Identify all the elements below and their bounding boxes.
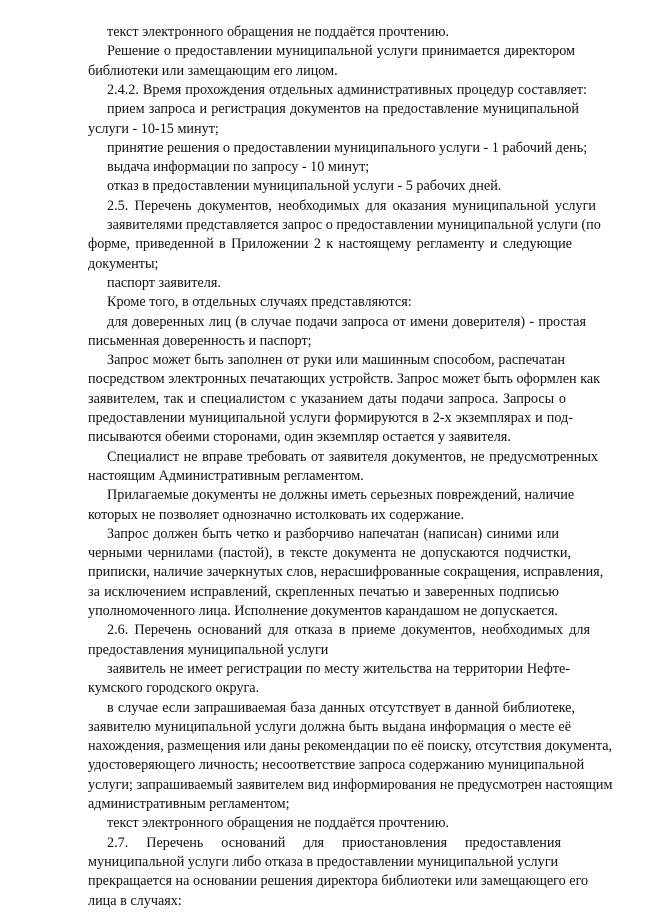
section-heading-2-7: 2.7. Перечень оснований для приостановления предоставления (107, 834, 561, 851)
text-line: Запрос может быть заполнен от руки или машинным способом, распечатан (107, 352, 565, 369)
text-line: писываются обеими сторонами, один экземпляр остается у заявителя. (88, 429, 511, 446)
text-line: прекращается на основании решения директора библиотеки или замещающего его (88, 873, 589, 890)
text-line: заявитель не имеет регистрации по месту жительства на территории Нефте- (107, 660, 570, 677)
text-line: предоставлении муниципальной услуги формируются в 2-х экземплярах и под- (88, 410, 573, 426)
text-line: которых не позволяет однозначно истолковать их содержание. (88, 506, 464, 523)
text-line: письменная доверенность и паспорт; (88, 332, 312, 349)
text-line: нахождения, размещения или даны рекомендации по её поиску, отсутствия документа, (88, 738, 613, 755)
text-line: заявителю муниципальной услуги должна быть выдана информация о месте её (88, 718, 571, 735)
text-line: Запрос должен быть четко и разборчиво напечатан (написан) синими или (107, 525, 559, 542)
text-line: форме, приведенной в Приложении 2 к настоящему регламенту и следующие (88, 236, 572, 253)
text-line: паспорт заявителя. (107, 274, 221, 291)
section-heading-2-5: 2.5. Перечень документов, необходимых для оказания муниципальной услуги (107, 197, 596, 214)
text-line: для доверенных лиц (в случае подачи запроса от имени доверителя) - простая (107, 313, 586, 330)
text-line: заявителем, так и специалистом с указанием даты подачи запроса. Запросы о (88, 390, 566, 407)
text-line: текст электронного обращения не поддаётся прочтению. (107, 24, 449, 40)
text-line: принятие решения о предоставлении муниципального услуги - 1 рабочий день; (107, 139, 588, 156)
text-line: текст электронного обращения не поддаётся прочтению. (107, 815, 449, 832)
text-line: черными чернилами (пастой), в тексте документа не допускаются подчистки, (88, 545, 571, 562)
text-line: документы; (88, 255, 159, 272)
text-line: Решение о предоставлении муниципальной услуги принимается директором (107, 43, 575, 60)
text-line: прием запроса и регистрация документов на предоставление муниципальной (107, 101, 579, 118)
text-line: заявителями представляется запрос о предоставлении муниципальной услуги (по (107, 217, 601, 233)
text-line: услуги - 10-15 минут; (88, 120, 219, 137)
text-line: приписки, наличие зачеркнутых слов, нерасшифрованные сокращения, исправления, (88, 564, 604, 581)
text-line: Кроме того, в отдельных случаях представляются: (107, 294, 412, 311)
text-line: удостоверяющего личность; несоответствие запроса содержанию муниципальной (88, 757, 585, 774)
text-line: 2.4.2. Время прохождения отдельных административных процедур составляет: (107, 81, 587, 98)
text-line: настоящим Административным регламентом. (88, 467, 364, 484)
text-line: Специалист не вправе требовать от заявителя документов, не предусмотренных (107, 448, 598, 465)
text-line: предоставления муниципальной услуги (88, 641, 329, 658)
section-heading-2-6: 2.6. Перечень оснований для отказа в приеме документов, необходимых для (107, 622, 590, 639)
text-line: кумского городского округа. (88, 680, 260, 697)
text-line: выдача информации по запросу - 10 минут; (107, 159, 370, 176)
text-line: посредством электронных печатающих устройств. Запрос может быть оформлен как (88, 371, 601, 388)
text-line: административным регламентом; (88, 796, 290, 812)
text-line: лица в случаях: (88, 892, 182, 909)
text-line: отказ в предоставлении муниципальной услуги - 5 рабочих дней. (107, 178, 502, 195)
text-line: услуги; запрашиваемый заявителем вид информирования не предусмотрен настоящим (88, 776, 613, 793)
text-line: уполномоченного лица. Исполнение документов карандашом не допускается. (88, 603, 558, 619)
text-line: Прилагаемые документы не должны иметь серьезных повреждений, наличие (107, 487, 575, 504)
text-line: за исключением исправлений, скрепленных печатью и заверенных подписью (88, 583, 559, 600)
text-line: муниципальной услуги либо отказа в предоставлении муниципальной услуги (88, 853, 559, 870)
text-line: библиотеки или замещающим его лицом. (88, 62, 338, 79)
text-line: в случае если запрашиваемая база данных отсутствует в данной библиотеке, (107, 699, 575, 716)
